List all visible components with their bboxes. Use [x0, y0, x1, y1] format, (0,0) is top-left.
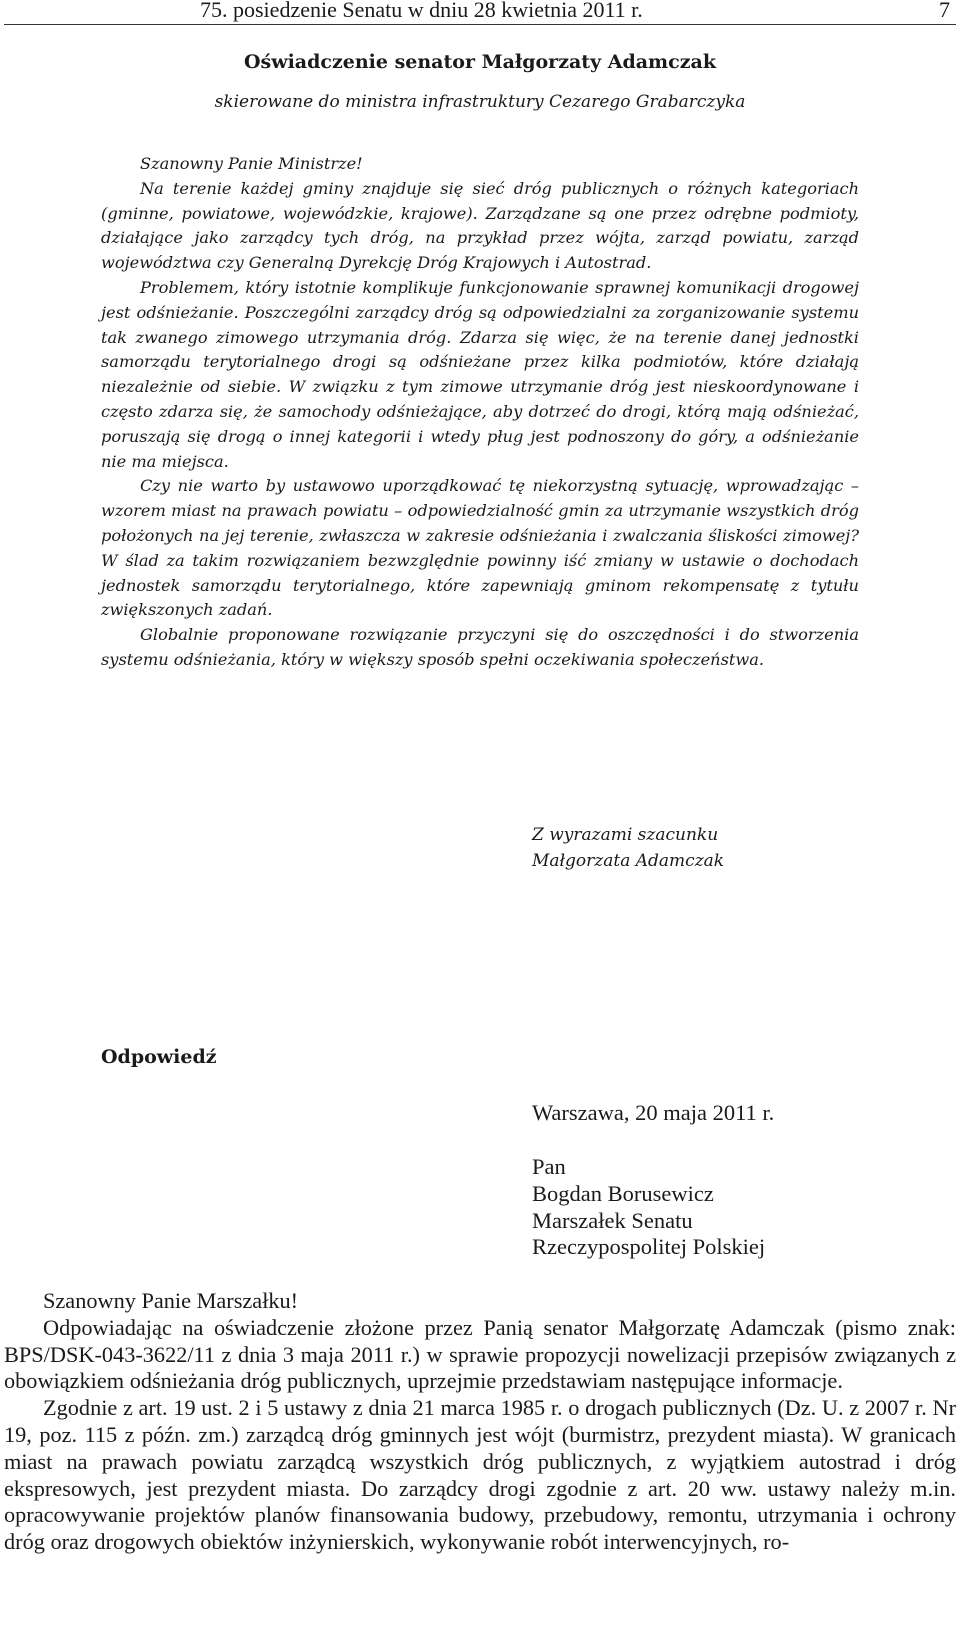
closing-phrase: Z wyrazami szacunku — [532, 825, 719, 845]
page-number: 7 — [939, 0, 950, 22]
reply-greeting: Szanowny Panie Marszałku! — [43, 1288, 299, 1313]
statement-paragraph: Problemem, który istotnie komplikuje funkcjonowanie sprawnej komunikacji drogowej jest odśnieżanie. Poszczególni zarządcy dróg są odpowiedzialni za zorganizowanie systemu tak zwanego zimowego utrzymania dróg. Zdarza się więc, że na terenie danej jednostki samorządu terytorialnego drogi są odśnieżane przez kilka podmiotów, które działają niezależnie od siebie. W związku z tym zimowe utrzymanie dróg jest nieskoordynowane i często zdarza się, że samochody odśnieżające, aby dotrzeć do drogi, którą mają odśnieżać, poruszają się drogą o innej kategorii i wtedy pług jest podnoszony do góry, a odśnieżanie nie ma miejsca. — [101, 277, 859, 471]
reply-heading: Odpowiedź — [101, 1046, 217, 1068]
reply-paragraph: Odpowiadając na oświadczenie złożone przez Panią senator Małgorzatę Adamczak (pismo znak: BPS/DSK-043-3622/11 z dnia 3 maja 2011 r.) w sprawie propozycji nowelizacji przepisów związanych z obowiązkiem odśnieżania dróg publicznych, uprzejmie przedstawiam następujące informacje. — [4, 1314, 956, 1394]
reply-paragraph: Zgodnie z art. 19 ust. 2 i 5 ustawy z dnia 21 marca 1985 r. o drogach publicznych (Dz. U. z 2007 r. Nr 19, poz. 115 z późn. zm.) zarządcą dróg gminnych jest wójt (burmistrz, prezydent miasta). W granicach miast na prawach powiatu zarządcą wszystkich dróg publicznych, z wyjątkiem autostrad i dróg ekspresowych, jest prezydent miasta. Do zarządcy drogi zgodnie z art. 20 ww. ustawy należy m.in. opracowywanie projektów planów finansowania budowy, przebudowy, remontu, utrzymania i ochrony dróg oraz drogowych obiektów inżynierskich, wykonywanie robót interwencyjnych, ro- — [4, 1395, 956, 1555]
running-header — [4, 0, 956, 25]
addressee-line: Bogdan Borusewicz — [532, 1180, 714, 1206]
statement-body — [101, 152, 859, 673]
signature: Małgorzata Adamczak — [532, 851, 725, 871]
reply-body — [4, 1288, 956, 1556]
addressee-line: Pan — [532, 1154, 566, 1179]
header-title: 75. posiedzenie Senatu w dniu 28 kwietnia 2011 r. — [200, 0, 643, 22]
statement-closing — [532, 822, 724, 874]
addressee-line: Marszałek Senatu — [532, 1207, 693, 1233]
statement-title: Oświadczenie senator Małgorzaty Adamczak — [243, 51, 716, 73]
addressee-block — [532, 1154, 765, 1261]
addressee-line: Rzeczypospolitej Polskiej — [532, 1234, 766, 1260]
statement-paragraph: Na terenie każdej gminy znajduje się sieć dróg publicznych o różnych kategoriach (gminne, powiatowe, wojewódzkie, krajowe). Zarządzane są one przez odrębne podmioty, działające jako zarządcy tych dróg, na przykład przez wójta, zarząd powiatu, zarząd województwa czy Generalną Dyrekcję Dróg Krajowych i Autostrad. — [101, 178, 859, 273]
reply-date: Warszawa, 20 maja 2011 r. — [532, 1100, 775, 1125]
statement-subtitle: skierowane do ministra infrastruktury Cezarego Grabarczyka — [214, 92, 746, 112]
statement-paragraph: Czy nie warto by ustawowo uporządkować tę niekorzystną sytuację, wprowadzając – wzorem miast na prawach powiatu – odpowiedzialność gmin za utrzymanie wszystkich dróg położonych na jej terenie, zwłaszcza w zakresie odśnieżania i zwalczania śliskości zimowej? W ślad za takim rozwiązaniem bezwzględnie powinny iść zmiany w ustawie o dochodach jednostek samorządu terytorialnego, które zapewniają gminom rekompensatę z tytułu zwiększonych zadań. — [101, 476, 859, 620]
statement-greeting: Szanowny Panie Ministrze! — [140, 154, 363, 173]
statement-paragraph: Globalnie proponowane rozwiązanie przyczyni się do oszczędności i do stworzenia systemu odśnieżania, który w większy sposób spełni oczekiwania społeczeństwa. — [101, 625, 859, 669]
